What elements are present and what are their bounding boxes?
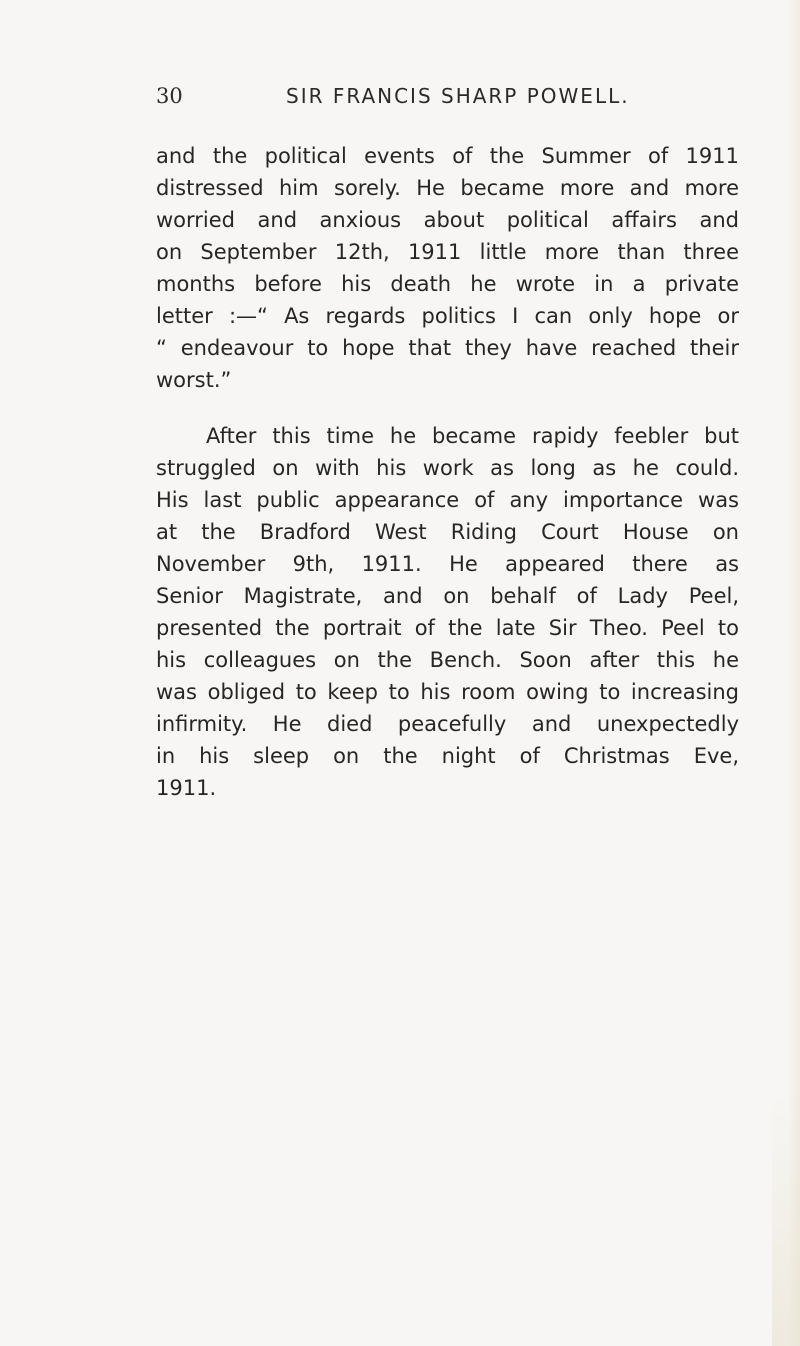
text-line: After this time he became rapidy feebler but [206, 424, 739, 448]
text-line: worried and anxious about political affairs and [156, 208, 739, 232]
text-line: worst.” [156, 368, 232, 392]
text-line: his colleagues on the Bench. Soon after this he [156, 648, 739, 672]
text-line: and the political events of the Summer of 1911 [156, 144, 739, 168]
text-line: Senior Magistrate, and on behalf of Lady Peel, [156, 584, 739, 608]
text-line: “ endeavour to hope that they have reached their [156, 336, 739, 360]
text-line: presented the portrait of the late Sir Theo. Peel to [156, 616, 739, 640]
text-line: November 9th, 1911. He appeared there as [156, 552, 739, 576]
page-number: 30 [156, 84, 183, 108]
text-line: in his sleep on the night of Christmas Eve, [156, 744, 739, 768]
text-line: distressed him sorely. He became more and more [156, 176, 739, 200]
text-line: struggled on with his work as long as he could. [156, 456, 739, 480]
text-line: on September 12th, 1911 little more than three [156, 240, 739, 264]
text-line: was obliged to keep to his room owing to increasing [156, 680, 739, 704]
running-title: SIR FRANCIS SHARP POWELL. [286, 84, 630, 108]
text-line: 1911. [156, 776, 217, 800]
text-line: months before his death he wrote in a private [156, 272, 739, 296]
text-line: letter :—“ As regards politics I can only hope or [156, 304, 739, 328]
text-line: infirmity. He died peacefully and unexpectedly [156, 712, 739, 736]
text-line: at the Bradford West Riding Court House on [156, 520, 739, 544]
page-corner-discoloration [772, 1086, 800, 1346]
text-line: His last public appearance of any importance was [156, 488, 739, 512]
